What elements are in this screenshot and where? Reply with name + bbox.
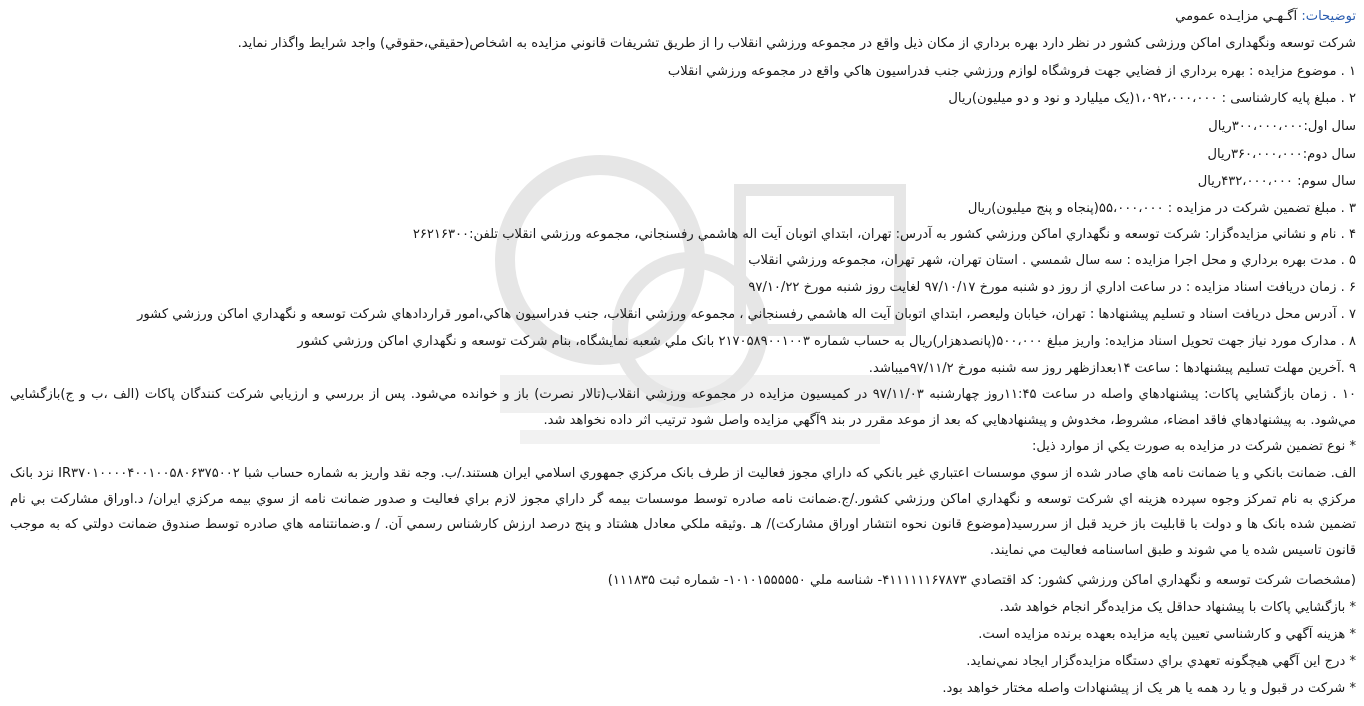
company-specs: (مشخصات شركت توسعه و نگهداري اماكن ورزشي كشور: كد اقتصادي ۴۱۱۱۱۱۱۶۷۸۷۳- شناسه ملي ۱۰۱۰۱۵۵۵۵۵۰- شماره ثبت ۱۱۱۸۳۵) — [607, 573, 1356, 588]
item-6: ۶ . زمان دريافت اسناد مزايده : در ساعت اداري از روز دو شنبه مورخ ۹۷/۱۰/۱۷ لغايت روز شنبه مورخ ۹۷/۱۰/۲۲ — [748, 280, 1356, 295]
note-1: * بازگشايي پاكات با پيشنهاد حداقل يک مزايده‌گر انجام خواهد شد. — [999, 600, 1356, 615]
item-3: ۳ . مبلغ تضمين شركت در مزايده : ۵۵،۰۰۰،۰۰۰(پنجاه و پنج ميليون)ريال — [967, 201, 1356, 216]
year-1-amount: سال اول:۳۰۰،۰۰۰،۰۰۰ريال — [1208, 119, 1356, 134]
note-4: * شركت در قبول و يا رد همه يا هر يک از پيشنهادات واصله مختار خواهد بود. — [942, 681, 1356, 696]
note-2: * هزينه آگهي و كارشناسي تعيين پايه مزايده بعهده برنده مزايده است. — [978, 627, 1356, 642]
note-3: * درج اين آگهي هيچگونه تعهدي براي دستگاه مزايده‌گزار ايجاد نمي‌نمايد. — [966, 654, 1356, 669]
guarantee-body: الف. ضمانت بانكي و يا ضمانت نامه هاي صادر شده از سوي موسسات اعتباري غير بانكي كه داراي مجوز فعاليت از طرف بانک مركزي جمهوري اسلامي ايران هستند./ب. وجه نقد واريز به شماره حساب شبا IR۳۷۰۱۰۰۰۰۴۰۰۱۰۰۵۸۰۶۳۷۵۰۰۲ نزد بانک مركزي به نام تمركز وجوه سپرده هزينه اي شركت توسعه و نگهداري اماكن ورزشي كشور./ج.ضمانت نامه صادره توسط موسسات بيمه گر داراي مجوز لازم براي فعاليت و صدور ضمانت نامه از سوي بيمه مركزي ايران/ د.اوراق مشاركت بي نام تضمين شده بانک ها و دولت با قابليت باز خريد قبل از سررسيد(موضوع قانون نحوه انتشار اوراق مشاركت)/ هـ .وثيقه ملكي معادل هشتاد و پنج درصد ارزش كارشناس رسمي آن. / و.ضمانتنامه هاي صادره توسط صندوق ضمانت دولتي كه به موجب قانون تاسيس شده يا مي شوند و طبق اساسنامه فعاليت مي نمايند. — [10, 466, 1356, 558]
notice-title: آگـهـي مزايـده عمومي — [1175, 9, 1298, 24]
item-10: ۱۰ . زمان بازگشايي پاكات: پيشنهادهاي واصله در ساعت ۱۱:۴۵روز چهارشنبه ۹۷/۱۱/۰۳ در كميسيون مزايده در مجموعه ورزشي انقلاب(تالار نصرت) باز و خوانده مي‌شود. پس از بررسي و ارزيابي شركت كنندگان پاكات (الف ،ب و ج)بازگشايي مي‌شود. به پيشنهادهاي فاقد امضاء، مشروط، مخدوش و پيشنهادهايي كه بعد از موعد مقرر در بند ۹آگهي مزايده واصل شود ترتيب اثر داده نخواهد شد. — [10, 387, 1357, 428]
intro-text: شركت توسعه ونگهداری اماكن ورزشی كشور در نظر دارد بهره برداري از مكان ذيل واقع در مجموعه ورزشي انقلاب را از طريق تشريفات قانوني مزايده به اشخاص(حقيقي،حقوقي) واجد شرايط واگذار نمايد. — [237, 36, 1356, 51]
item-2: ۲ . مبلغ پايه كارشناسی : ۱،۰۹۲،۰۰۰،۰۰۰(يک ميليارد و نود و دو ميليون)ريال — [948, 91, 1356, 106]
item-1: ۱ . موضوع مزايده : بهره برداري از فضايي جهت فروشگاه لوازم ورزشي جنب فدراسيون هاكي واقع در مجموعه ورزشي انقلاب — [667, 64, 1356, 79]
item-7: ۷ . آدرس محل دريافت اسناد و تسليم پيشنهادها : تهران، خيابان وليعصر، ابتداي اتوبان آيت اله هاشمي رفسنجاني ، مجموعه ورزشي انقلاب، جنب فدراسيون هاكي،امور قراردادهاي شركت توسعه و نگهداري اماكن ورزشي كشور — [137, 307, 1356, 322]
item-9: ۹ .آخرين مهلت تسليم پيشنهادها : ساعت ۱۴بعدازظهر روز سه شنبه مورخ ۹۷/۱۱/۲ميباشد. — [868, 361, 1356, 376]
item-5: ۵ . مدت بهره برداري و محل اجرا مزايده : سه سال شمسي . استان تهران، شهر تهران، مجموعه ورزشي انقلاب — [748, 253, 1356, 268]
item-4: ۴ . نام و نشاني مزايده‌گزار: شركت توسعه و نگهداري اماكن ورزشي كشور به آدرس: تهران، ابتداي اتوبان آيت اله هاشمي رفسنجاني، مجموعه ورزشي انقلاب تلفن:۲۶۲۱۶۳۰۰ — [412, 227, 1356, 242]
header-line — [8, 8, 1356, 26]
tender-notice — [8, 0, 1356, 706]
header-label: توضيحات: — [1301, 9, 1356, 24]
item-8: ۸ . مدارک مورد نياز جهت تحويل اسناد مزايده: واريز مبلغ ۵۰۰،۰۰۰(پانصدهزار)ريال به حساب شماره ۲۱۷۰۵۸۹۰۰۱۰۰۳ بانک ملي شعبه نمايشگاه، بنام شركت توسعه و نگهداري اماكن ورزشي كشور — [297, 334, 1356, 349]
guarantee-title: * نوع تضمين شركت در مزايده به صورت يكي از موارد ذيل: — [1031, 439, 1356, 454]
year-3-amount: سال سوم: ۴۳۲،۰۰۰،۰۰۰ريال — [1197, 174, 1356, 189]
year-2-amount: سال دوم:۳۶۰،۰۰۰،۰۰۰ريال — [1207, 147, 1356, 162]
